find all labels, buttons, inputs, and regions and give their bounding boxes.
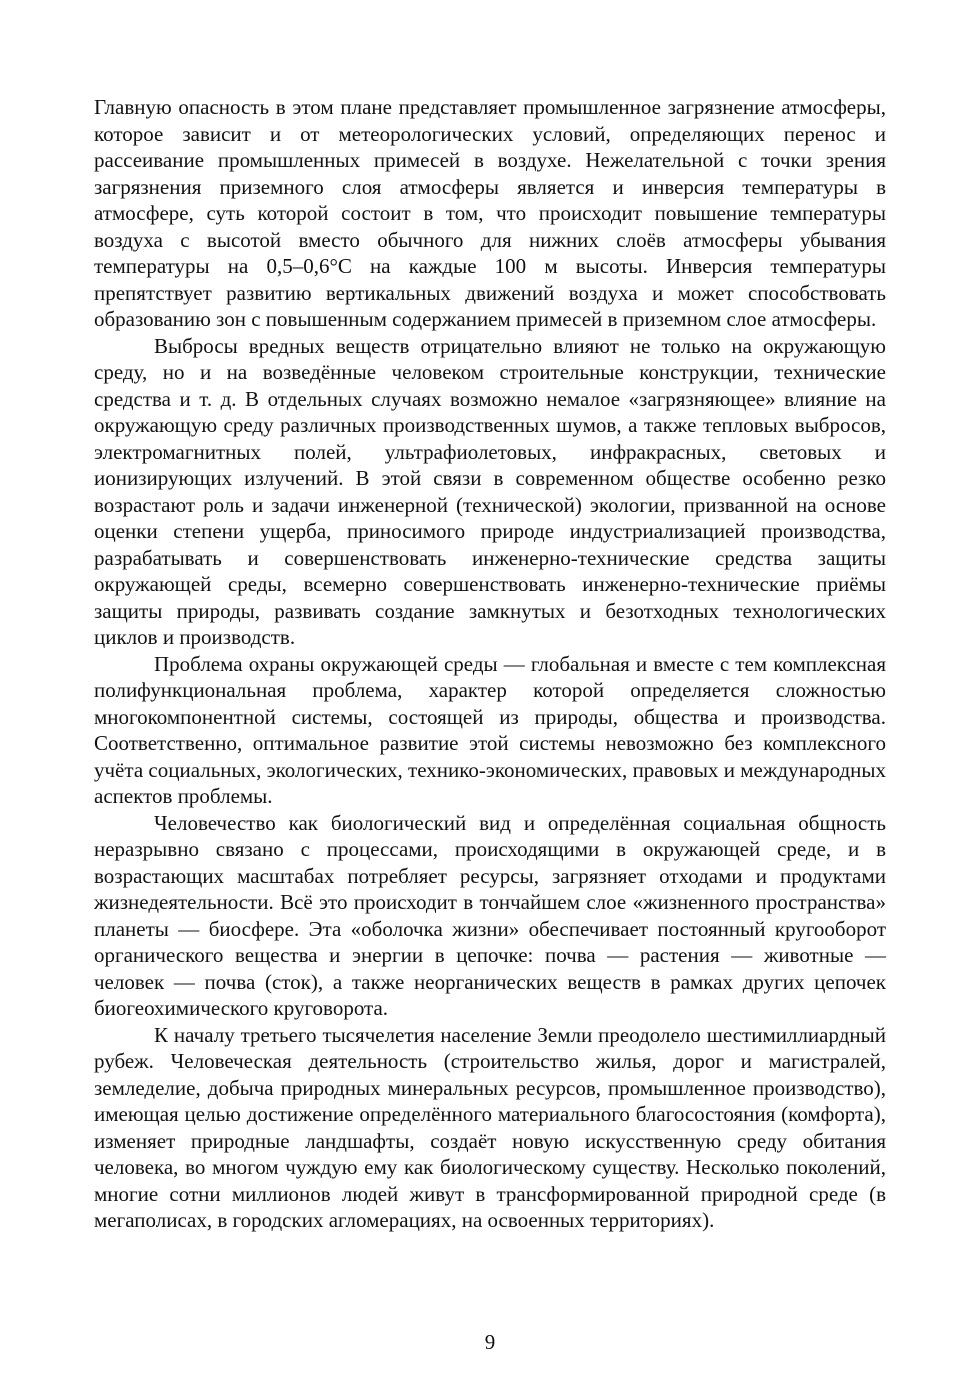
- paragraph-4: Человечество как биологический вид и определённая социальная общность неразрывно связано с процессами, происходящими в окружающей среде, и в возрастающих масштабах потребляет ресурсы, загрязняет отходами и продуктами жизнедеятельности. Всё это происходит в тончайшем слое «жизненного пространства» планеты — биосфере. Эта «оболочка жизни» обеспечивает постоянный кругооборот органического вещества и энергии в цепочке: почва — растения — животные — человек — почва (сток), а также неорганических веществ в рамках других цепочек биогеохимического круговорота.: [94, 810, 886, 1020]
- page-body: [94, 94, 886, 1234]
- paragraph-3: Проблема охраны окружающей среды — глобальная и вместе с тем комплексная полифункциональная проблема, характер которой определяется сложностью многокомпонентной системы, состоящей из природы, общества и производства. Соответственно, оптимальное развитие этой системы невозможно без комплексного учёта социальных, экологических, технико-экономических, правовых и международных аспектов проблемы.: [94, 651, 886, 808]
- paragraph-5: К началу третьего тысячелетия население Земли преодолело шестимиллиардный рубеж. Человеческая деятельность (строительство жилья, дорог и магистралей, земледелие, добыча природных минеральных ресурсов, промышленное производство), имеющая целью достижение определённого материального благосостояния (комфорта), изменяет природные ландшафты, создаёт новую искусственную среду обитания человека, во многом чуждую ему как биологическому существу. Несколько поколений, многие сотни миллионов людей живут в трансформированной природной среде (в мегаполисах, в городских агломерациях, на освоенных территориях).: [94, 1022, 886, 1232]
- paragraph-2: Выбросы вредных веществ отрицательно влияют не только на окружающую среду, но и на возведённые человеком строительные конструкции, технические средства и т. д. В отдельных случаях возможно немалое «загрязняющее» влияние на окружающую среду различных производственных шумов, а также тепловых выбросов, электромагнитных полей, ультрафиолетовых, инфракрасных, световых и ионизирующих излучений. В этой связи в современном обществе особенно резко возрастают роль и задачи инженерной (технической) экологии, призванной на основе оценки степени ущерба, приносимого природе индустриализацией производства, разрабатывать и совершенствовать инженерно-технические средства защиты окружающей среды, всемерно совершенствовать инженерно-технические приёмы защиты природы, развивать создание замкнутых и безотходных технологических циклов и производств.: [94, 333, 886, 649]
- paragraph-1: Главную опасность в этом плане представляет промышленное загрязнение атмосферы, которое зависит и от метеорологических условий, определяющих перенос и рассеивание промышленных примесей в воздухе. Нежелательной с точки зрения загрязнения приземного слоя атмосферы является и инверсия температуры в атмосфере, суть которой состоит в том, что происходит повышение температуры воздуха с высотой вместо обычного для нижних слоёв атмосферы убывания температуры на 0,5–0,6°С на каждые 100 м высоты. Инверсия температуры препятствует развитию вертикальных движений воздуха и может способствовать образованию зон с повышенным содержанием примесей в приземном слое атмосферы.: [94, 95, 886, 331]
- page-number: 9: [484, 1330, 496, 1354]
